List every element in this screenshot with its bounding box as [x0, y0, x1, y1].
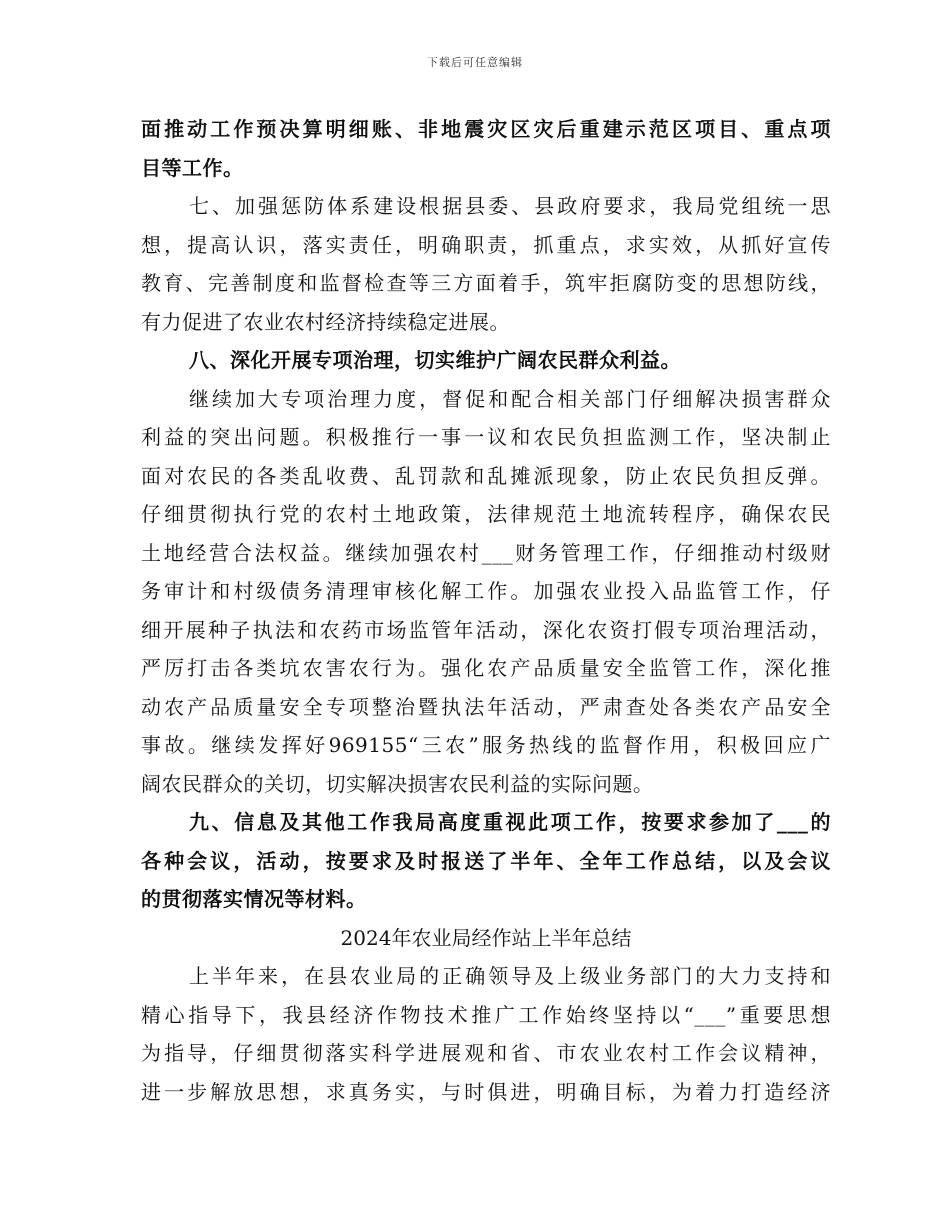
paragraph-line: 面推动工作预决算明细账、非地震灾区灾后重建示范区项目、重点项 — [141, 117, 831, 141]
paragraph-line: 精心指导下，我县经济作物技术推广工作始终坚持以“___”重要思想 — [141, 1002, 831, 1027]
paragraph-line: 仔细贯彻执行党的农村土地政策，法律规范土地流转程序，确保农民 — [141, 502, 831, 526]
paragraph-line: 九、信息及其他工作我局高度重视此项工作，按要求参加了___的 — [189, 810, 831, 834]
paragraph-line: 动农产品质量安全专项整治暨执法年活动，严肃查处各类农产品安全 — [141, 694, 831, 719]
paragraph-line: 土地经营合法权益。继续加强农村___财务管理工作，仔细推动村级财 — [141, 540, 831, 565]
paragraph-line: 想，提高认识，落实责任，明确职责，抓重点，求实效，从抓好宣传 — [141, 232, 831, 257]
paragraph-line: 教育、完善制度和监督检查等三方面着手，筑牢拒腐防变的思想防线， — [141, 271, 831, 295]
paragraph-line: 务审计和村级债务清理审核化解工作。加强农业投入品监管工作，仔 — [141, 579, 831, 603]
paragraph-line: 各种会议，活动，按要求及时报送了半年、全年工作总结，以及会议 — [141, 848, 831, 873]
paragraph-line: 目等工作。 — [141, 155, 244, 180]
paragraph-line: 的贯彻落实情况等材料。 — [141, 887, 367, 911]
paragraph-line: 上半年来，在县农业局的正确领导及上级业务部门的大力支持和 — [189, 964, 831, 988]
paragraph-line: 细开展种子执法和农药市场监管年活动，深化农资打假专项治理活动， — [141, 617, 831, 642]
paragraph-line: 七、加强惩防体系建设根据县委、县政府要求，我局党组统一思 — [189, 194, 831, 218]
page-header: 下载后可任意编辑 — [427, 56, 523, 69]
paragraph-line: 进一步解放思想，求真务实，与时俱进，明确目标，为着力打造经济 — [141, 1079, 831, 1104]
paragraph-line: 有力促进了农业农村经济持续稳定进展。 — [141, 309, 510, 334]
paragraph-line: 继续加大专项治理力度，督促和配合相关部门仔细解决损害群众 — [189, 386, 831, 411]
paragraph-line: 事故。继续发挥好969155“三农”服务热线的监督作用，积极回应广 — [141, 733, 831, 757]
paragraph-line: 为指导，仔细贯彻落实科学进展观和省、市农业农村工作会议精神， — [141, 1041, 831, 1065]
section-title: 2024年农业局经作站上半年总结 — [340, 925, 632, 950]
document-body — [141, 110, 831, 1111]
paragraph-line: 利益的突出问题。积极推行一事一议和农民负担监测工作，坚决制止 — [141, 425, 831, 449]
section-heading: 八、深化开展专项治理，切实维护广阔农民群众利益。 — [189, 348, 681, 372]
paragraph-line: 面对农民的各类乱收费、乱罚款和乱摊派现象，防止农民负担反弹。 — [141, 463, 831, 488]
paragraph-line: 阔农民群众的关切，切实解决损害农民利益的实际问题。 — [141, 771, 654, 796]
paragraph-line: 严厉打击各类坑农害农行为。强化农产品质量安全监管工作，深化推 — [141, 656, 831, 680]
